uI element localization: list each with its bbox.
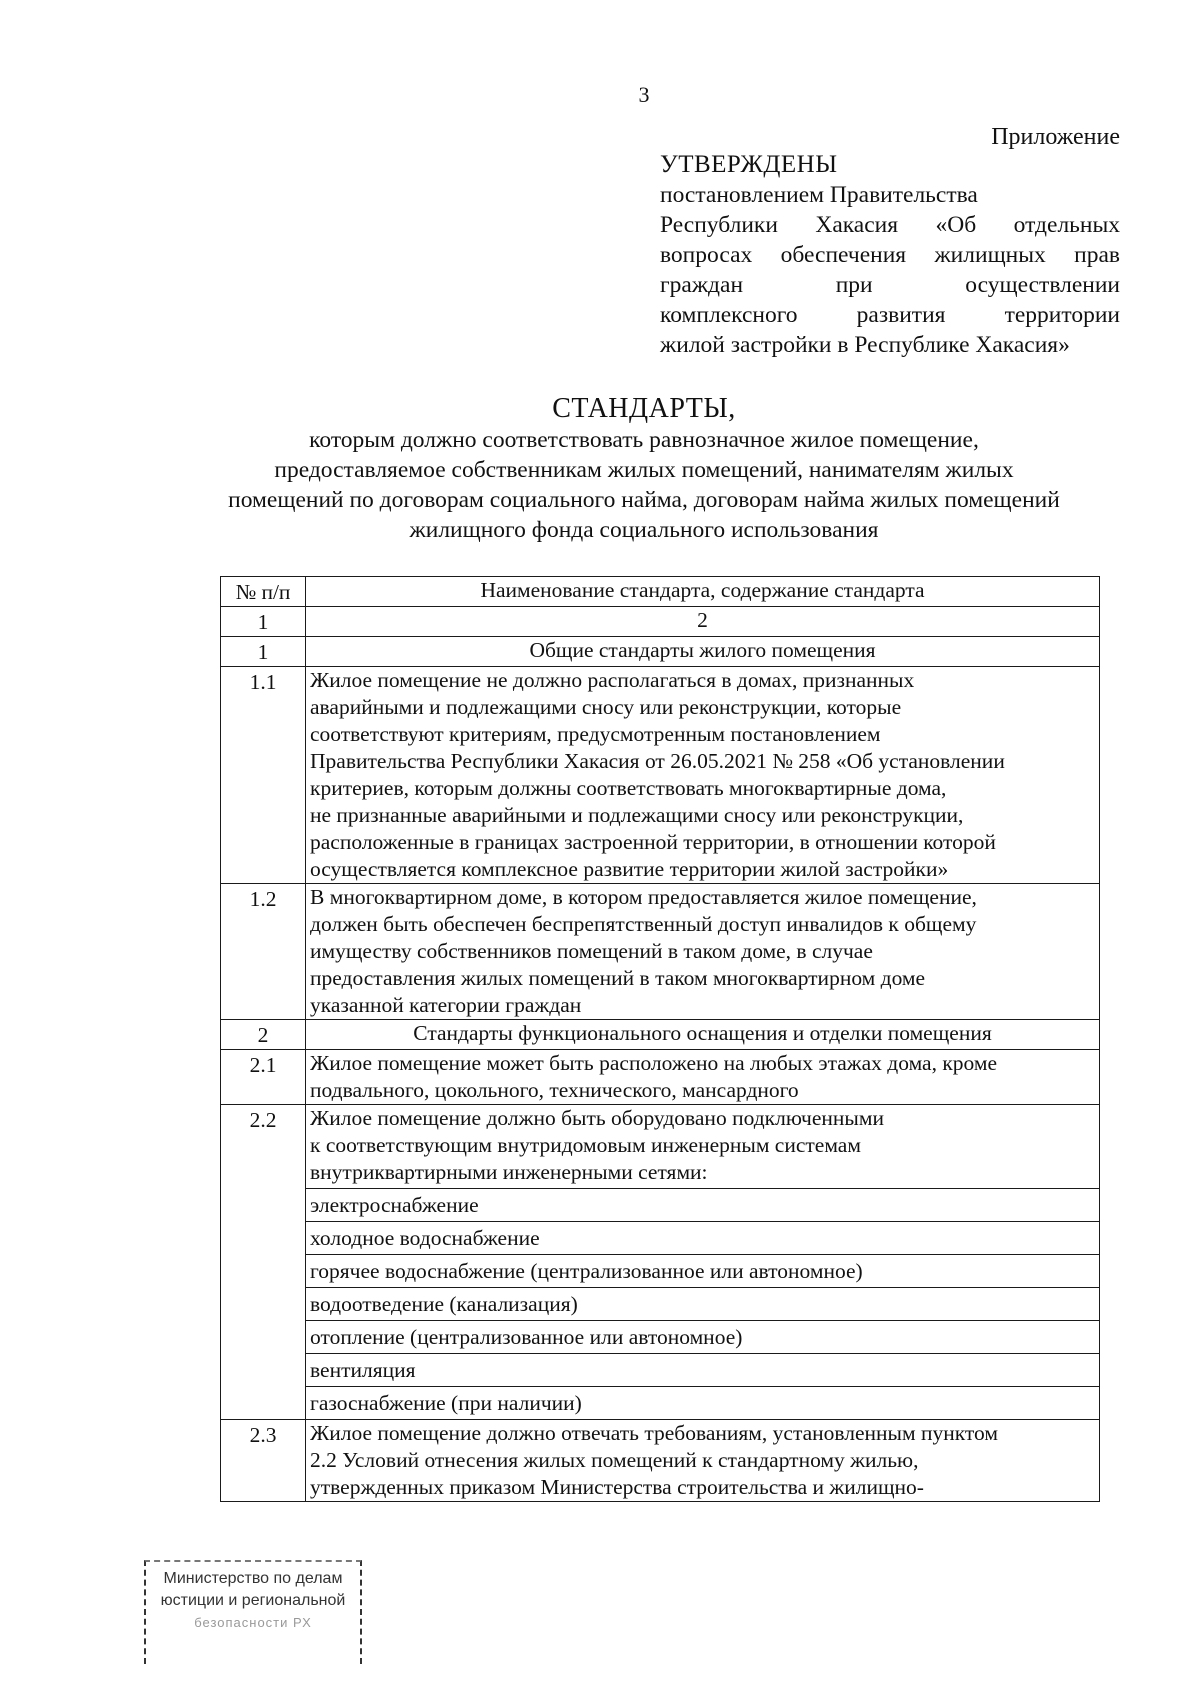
- row-line: Жилое помещение должно отвечать требованиям, установленным пунктом: [310, 1421, 998, 1445]
- appendix-label: Приложение: [991, 124, 1120, 150]
- utility-item: электроснабжение: [306, 1188, 1099, 1221]
- subtitle-line: которым должно соответствовать равнозначное жилое помещение,: [309, 427, 979, 453]
- header-num-cell: № п/п: [221, 577, 306, 607]
- row-num: 1.1: [221, 667, 306, 884]
- subtitle-line: предоставляемое собственникам жилых помещений, нанимателям жилых: [274, 457, 1014, 483]
- row-line: к соответствующим внутридомовым инженерным системам: [310, 1133, 861, 1157]
- section-row: [221, 637, 1100, 667]
- row-line: расположенные в границах застроенной территории, в отношении которой: [310, 830, 996, 854]
- row-line: аварийными и подлежащими сносу или реконструкции, которые: [310, 695, 902, 719]
- stamp-line: юстиции и региональной: [160, 1592, 346, 1609]
- section-title: Общие стандарты жилого помещения: [306, 637, 1100, 667]
- row-line: Жилое помещение не должно располагаться в домах, признанных: [310, 668, 915, 692]
- row-line: предоставления жилых помещений в таком многоквартирном доме: [310, 966, 926, 990]
- table-row: [221, 1105, 1100, 1420]
- row-num: 1.2: [221, 884, 306, 1020]
- section-num: 1: [221, 637, 306, 667]
- row-line: Жилое помещение может быть расположено на любых этажах дома, кроме: [310, 1051, 998, 1075]
- utility-item: горячее водоснабжение (централизованное или автономное): [306, 1254, 1099, 1287]
- row-content: [306, 1420, 1100, 1502]
- header-name-cell: Наименование стандарта, содержание стандарта: [306, 577, 1100, 607]
- subtitle-line: помещений по договорам социального найма, договорам найма жилых помещений: [228, 487, 1060, 513]
- standards-table: [220, 576, 1100, 1502]
- stamp-line-faint: безопасности РХ: [194, 1615, 312, 1630]
- document-subtitle: [170, 425, 1118, 545]
- section-num: 2: [221, 1020, 306, 1050]
- document-title: СТАНДАРТЫ,: [552, 393, 736, 424]
- row-line: не признанные аварийными и подлежащими сносу или реконструкции,: [310, 803, 964, 827]
- approval-line: жилой застройки в Республике Хакасия»: [660, 332, 1070, 358]
- approval-line: вопросах обеспечения жилищных прав: [660, 242, 1120, 268]
- row-num: 2.3: [221, 1420, 306, 1502]
- row-line: Правительства Республики Хакасия от 26.05.2021 № 258 «Об установлении: [310, 749, 1005, 773]
- section-row: [221, 1020, 1100, 1050]
- row-line: Жилое помещение должно быть оборудовано подключенными: [310, 1106, 884, 1130]
- row-line: критериев, которым должны соответствовать многоквартирные дома,: [310, 776, 947, 800]
- approval-line: постановлением Правительства: [660, 182, 978, 208]
- utility-item: водоотведение (канализация): [306, 1287, 1099, 1320]
- utility-item: холодное водоснабжение: [306, 1221, 1099, 1254]
- row-line: имуществу собственников помещений в таком доме, в случае: [310, 939, 873, 963]
- section-title: Стандарты функционального оснащения и отделки помещения: [306, 1020, 1100, 1050]
- utility-item: отопление (централизованное или автономное): [306, 1320, 1099, 1353]
- row-num: 2.1: [221, 1050, 306, 1105]
- col-index-num: 1: [221, 607, 306, 637]
- approval-line: Республики Хакасия «Об отдельных: [660, 212, 1120, 238]
- row-line: подвального, цокольного, технического, мансардного: [310, 1078, 799, 1102]
- row-content: [306, 1050, 1100, 1105]
- row-intro: [306, 1105, 1099, 1188]
- row-content: [306, 1105, 1100, 1420]
- row-line: 2.2 Условий отнесения жилых помещений к стандартному жилью,: [310, 1448, 919, 1472]
- row-line: В многоквартирном доме, в котором предоставляется жилое помещение,: [310, 885, 977, 909]
- row-line: утвержденных приказом Министерства строительства и жилищно-: [310, 1475, 924, 1499]
- table-header-row: [221, 577, 1100, 607]
- subtitle-line: жилищного фонда социального использования: [409, 517, 879, 543]
- page-number: 3: [638, 82, 650, 107]
- stamp-line: Министерство по делам: [163, 1570, 343, 1587]
- utility-item: газоснабжение (при наличии): [306, 1386, 1099, 1419]
- ministry-stamp: [144, 1560, 362, 1664]
- row-content: [306, 667, 1100, 884]
- table-row: [221, 1050, 1100, 1105]
- row-line: соответствуют критериям, предусмотренным постановлением: [310, 722, 881, 746]
- column-index-row: [221, 607, 1100, 637]
- approval-line: граждан при осуществлении: [660, 272, 1120, 298]
- row-content: [306, 884, 1100, 1020]
- approval-block: [660, 150, 1120, 360]
- approval-line: комплексного развития территории: [660, 302, 1120, 328]
- table-row: [221, 884, 1100, 1020]
- row-line: указанной категории граждан: [310, 993, 582, 1017]
- table-row: [221, 667, 1100, 884]
- row-num: 2.2: [221, 1105, 306, 1420]
- utility-item: вентиляция: [306, 1353, 1099, 1386]
- approved-heading: УТВЕРЖДЕНЫ: [660, 151, 838, 178]
- row-line: должен быть обеспечен беспрепятственный доступ инвалидов к общему: [310, 912, 977, 936]
- row-line: внутриквартирными инженерными сетями:: [310, 1160, 708, 1184]
- row-line: осуществляется комплексное развитие территории жилой застройки»: [310, 857, 949, 881]
- table-row: [221, 1420, 1100, 1502]
- col-index-name: 2: [306, 607, 1100, 637]
